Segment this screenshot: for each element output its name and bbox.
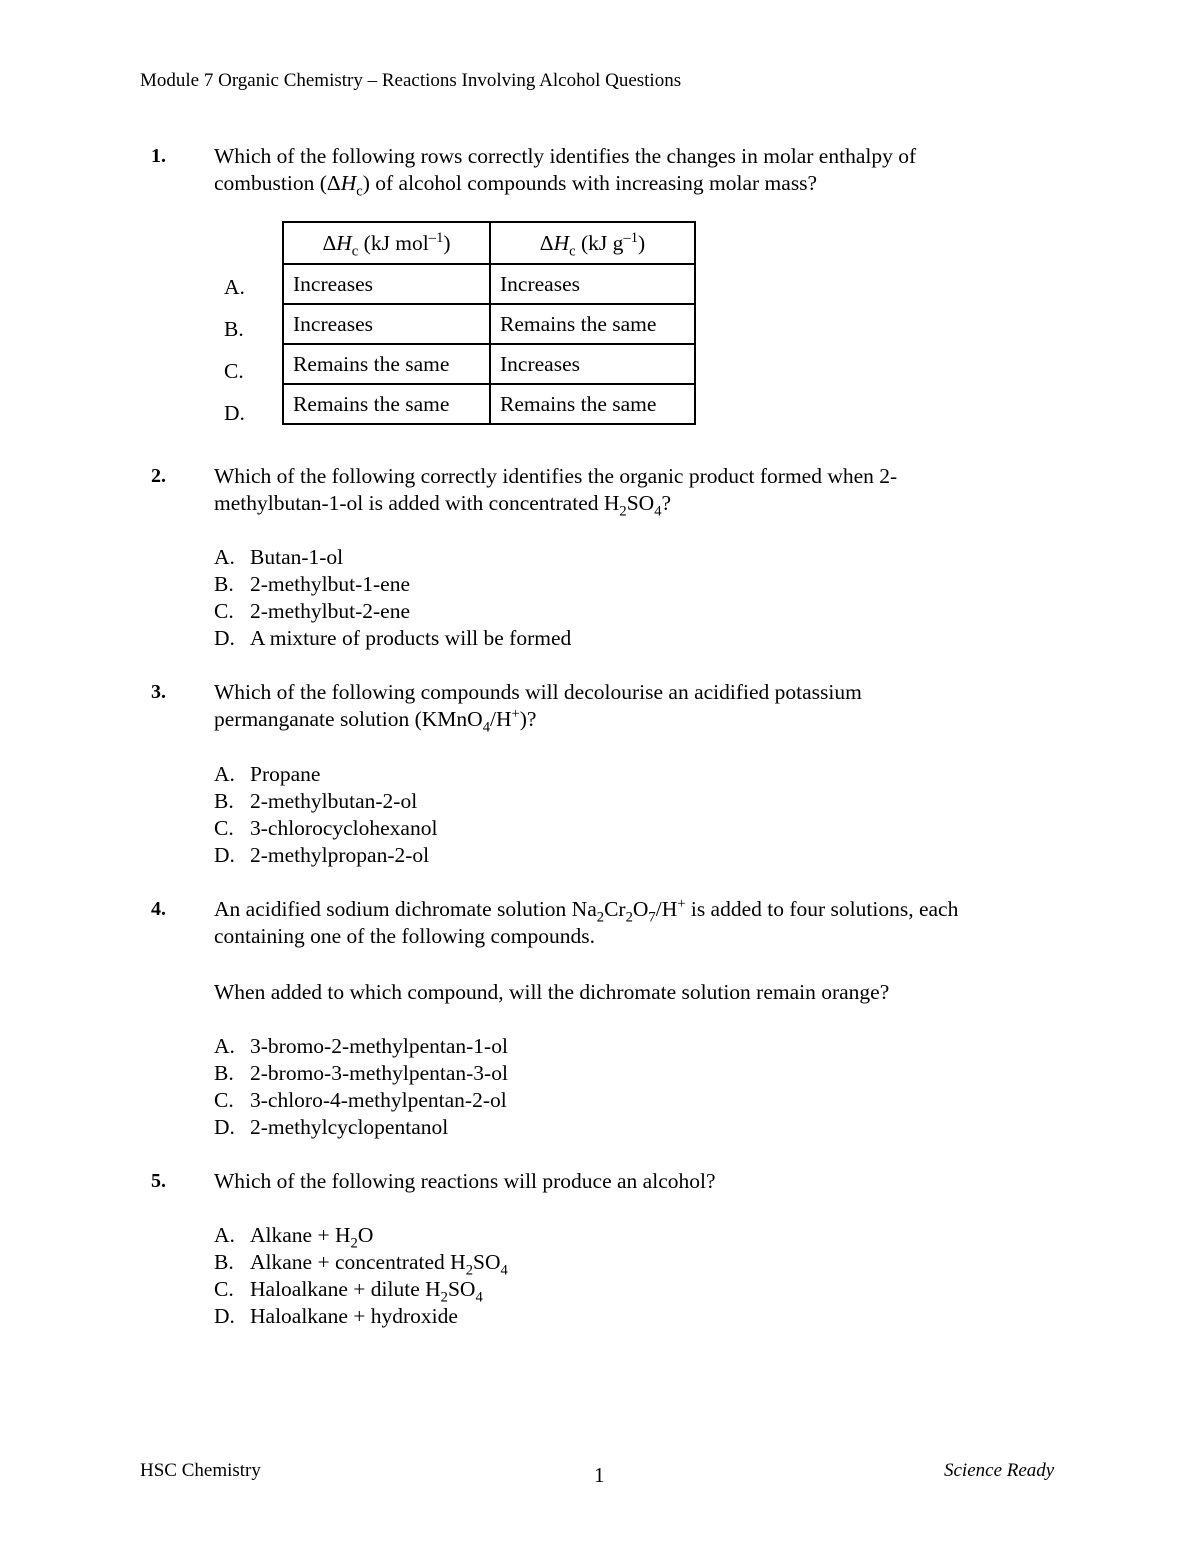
question-4-number: 4. [151, 898, 166, 920]
question-5-option-b[interactable]: B. Alkane + concentrated $H_2SO_4$ [214, 1250, 508, 1279]
page-number: 1 [594, 1463, 605, 1487]
page-header: Module 7 Organic Chemistry – Reactions Involving Alcohol Questions [140, 70, 682, 91]
question-2-option-b[interactable]: B. 2-methylbut-1-ene [214, 572, 411, 596]
question-5-option-c[interactable]: C. Haloalkane + dilute $H_2SO_4$ [214, 1277, 483, 1306]
table-cell: Remains the same [490, 304, 695, 344]
table-row-label-b: B. [224, 317, 244, 341]
question-3-option-b[interactable]: B. 2-methylbutan-2-ol [214, 789, 418, 813]
question-5-text: Which of the following reactions will produce an alcohol? [214, 1169, 716, 1193]
footer-brand: Science Ready [944, 1460, 1055, 1481]
question-3-line-1: Which of the following compounds will decolourise an acidified potassium [214, 680, 862, 704]
question-1-number: 1. [151, 145, 166, 167]
table-header-molar: $\Delta H_c$ (kJ mol$^{-1}$) [283, 222, 490, 264]
question-4-line-2: containing one of the following compounds. [214, 924, 595, 948]
question-3-text [214, 679, 1054, 736]
table-row-label-c: C. [224, 359, 244, 383]
table-row-label-a: A. [224, 275, 245, 299]
question-5-option-d[interactable]: D. Haloalkane + hydroxide [214, 1304, 458, 1328]
question-2-text [214, 463, 1054, 520]
question-2-line-2: methylbutan-1-ol is added with concentrated $H_2SO_4$? [214, 491, 672, 520]
question-2-option-d[interactable]: D. A mixture of products will be formed [214, 626, 572, 650]
footer-course: HSC Chemistry [140, 1460, 261, 1481]
question-4-option-d[interactable]: D. 2-methylcyclopentanol [214, 1115, 449, 1139]
table-cell: Remains the same [283, 384, 490, 424]
question-5-option-a[interactable]: A. Alkane + $H_2O$ [214, 1223, 374, 1252]
question-4-text [214, 896, 1054, 950]
table-cell: Remains the same [283, 344, 490, 384]
table-cell: Increases [283, 304, 490, 344]
question-3-number: 3. [151, 681, 166, 703]
table-header-row [283, 222, 695, 264]
question-3-option-a[interactable]: A. Propane [214, 762, 321, 786]
question-5-number: 5. [151, 1170, 166, 1192]
question-2-line-1: Which of the following correctly identifies the organic product formed when 2- [214, 464, 898, 488]
table-cell: Remains the same [490, 384, 695, 424]
table-cell: Increases [490, 344, 695, 384]
question-3-option-c[interactable]: C. 3-chlorocyclohexanol [214, 816, 438, 840]
table-row [283, 264, 695, 304]
table-cell: Increases [283, 264, 490, 304]
question-4-line-3: When added to which compound, will the dichromate solution remain orange? [214, 980, 890, 1004]
question-4-option-c[interactable]: C. 3-chloro-4-methylpentan-2-ol [214, 1088, 507, 1112]
question-1-line-2: combustion $(\Delta H_c)$ of alcohol compounds with increasing molar mass? [214, 171, 818, 200]
question-2-option-a[interactable]: A. Butan-1-ol [214, 545, 344, 569]
table-row [283, 344, 695, 384]
table-row [283, 304, 695, 344]
question-1-table [282, 221, 696, 425]
question-4-option-b[interactable]: B. 2-bromo-3-methylpentan-3-ol [214, 1061, 508, 1085]
question-1-line-1: Which of the following rows correctly identifies the changes in molar enthalpy of [214, 144, 917, 168]
question-3-line-2: permanganate solution (KMnO$_4$/H+)? [214, 705, 537, 736]
table-header-gram: $\Delta H_c$ (kJ $g^{-1}$) [490, 222, 695, 264]
table-cell: Increases [490, 264, 695, 304]
question-2-number: 2. [151, 465, 166, 487]
question-1-text [214, 143, 1054, 200]
table-row [283, 384, 695, 424]
table-row-label-d: D. [224, 401, 245, 425]
question-3-option-d[interactable]: D. 2-methylpropan-2-ol [214, 843, 430, 867]
question-4-option-a[interactable]: A. 3-bromo-2-methylpentan-1-ol [214, 1034, 508, 1058]
question-4-line-1: An acidified sodium dichromate solution $Na_2Cr_2O_7/H^+$ is added to four solutions, each [214, 895, 959, 926]
question-2-option-c[interactable]: C. 2-methylbut-2-ene [214, 599, 411, 623]
